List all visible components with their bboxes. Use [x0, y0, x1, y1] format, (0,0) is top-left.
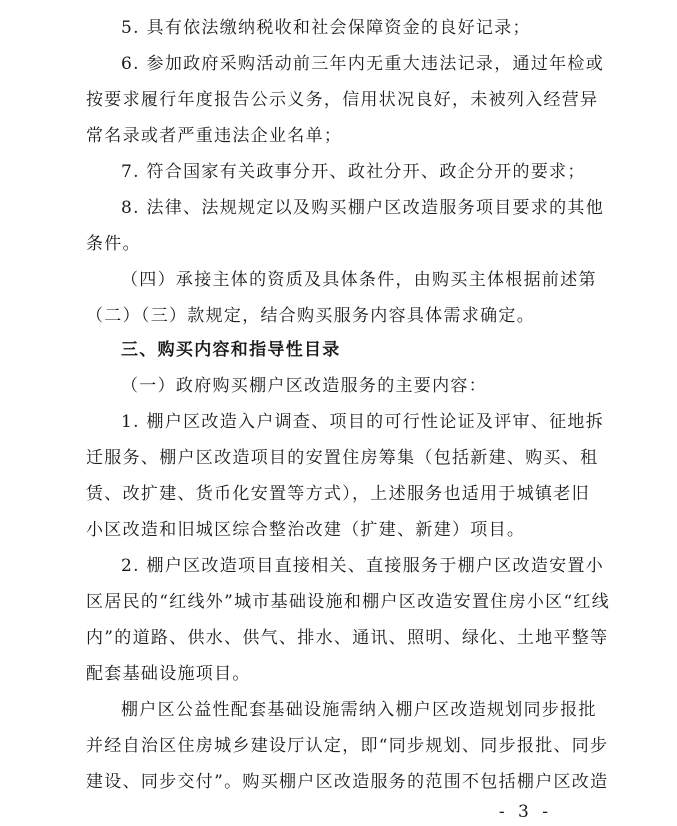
section-3-heading: 三、购买内容和指导性目录 [121, 340, 341, 360]
content-2-line-1: 2. 棚户区改造项目直接相关、直接服务于棚户区改造安置小 [121, 556, 605, 576]
item-6-line-3: 常名录或者严重违法企业名单； [86, 126, 343, 146]
content-1-line-4: 小区改造和旧城区综合整治改建（扩建、新建）项目。 [86, 520, 526, 540]
infrastructure-line-2: 并经自治区住房城乡建设厅认定，即“同步规划、同步报批、同步 [86, 736, 609, 756]
infrastructure-line-3: 建设、同步交付”。购买棚户区改造服务的范围不包括棚户区改造 [86, 772, 609, 792]
section-4-line-2: （二）（三）款规定，结合购买服务内容具体需求确定。 [86, 306, 535, 326]
subsection-1-heading: （一）政府购买棚户区改造服务的主要内容： [121, 376, 487, 396]
infrastructure-line-1: 棚户区公益性配套基础设施需纳入棚户区改造规划同步报批 [121, 700, 597, 720]
content-1-line-1: 1. 棚户区改造入户调查、项目的可行性论证及评审、征地拆 [121, 412, 605, 432]
item-6-line-2: 按要求履行年度报告公示义务，信用状况良好，未被列入经营异 [86, 90, 599, 110]
item-8-line-2: 条件。 [86, 234, 141, 254]
item-7-line: 7. 符合国家有关政事分开、政社分开、政企分开的要求； [121, 162, 586, 182]
item-6-line-1: 6. 参加政府采购活动前三年内无重大违法记录，通过年检或 [121, 54, 605, 74]
content-2-line-4: 配套基础设施项目。 [86, 664, 251, 684]
content-1-line-3: 赁、改扩建、货币化安置等方式），上述服务也适用于城镇老旧 [86, 484, 590, 504]
content-2-line-2: 区居民的“红线外”城市基础设施和棚户区改造安置住房小区“红线 [86, 592, 611, 612]
content-2-line-3: 内”的道路、供水、供气、排水、通讯、照明、绿化、土地平整等 [86, 628, 609, 648]
page-number: - 3 - [498, 802, 552, 822]
content-1-line-2: 迁服务、棚户区改造项目的安置住房筹集（包括新建、购买、租 [86, 448, 599, 468]
item-8-line-1: 8. 法律、法规规定以及购买棚户区改造服务项目要求的其他 [121, 198, 605, 218]
section-4-line-1: （四）承接主体的资质及具体条件，由购买主体根据前述第 [121, 270, 597, 290]
item-5-line: 5. 具有依法缴纳税收和社会保障资金的良好记录； [121, 18, 531, 38]
